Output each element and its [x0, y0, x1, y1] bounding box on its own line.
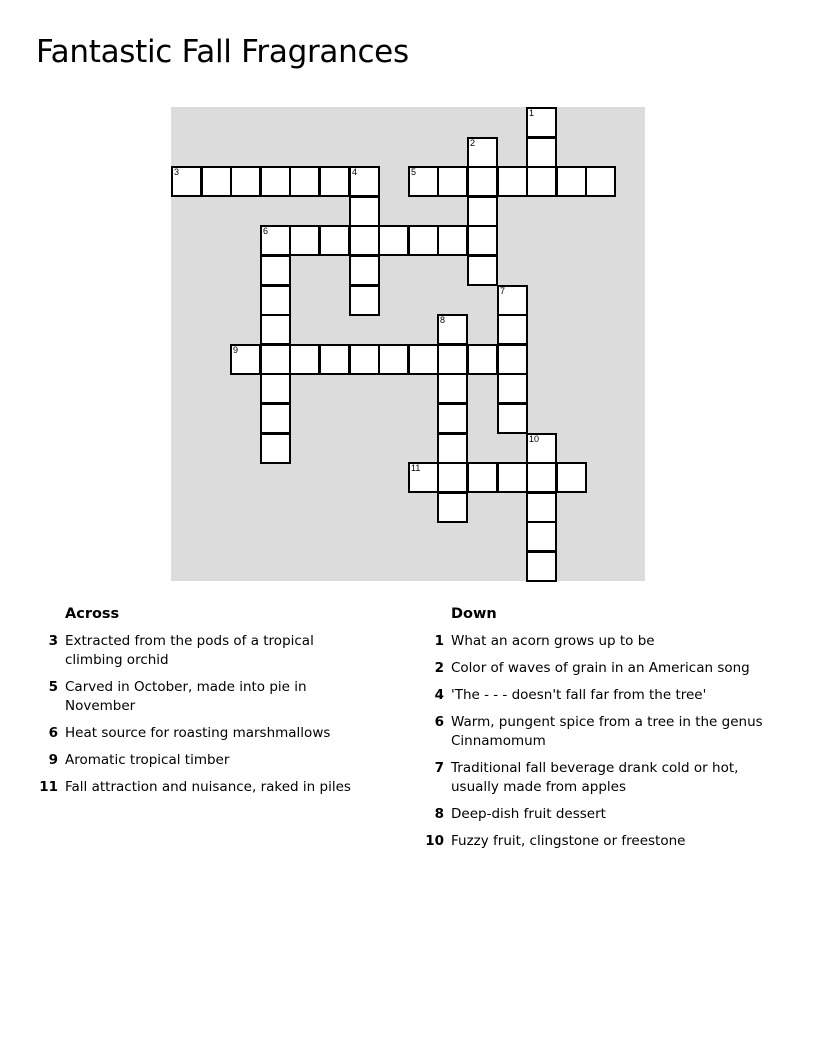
grid-cell[interactable] [260, 373, 291, 404]
grid-cell[interactable] [201, 166, 232, 197]
grid-cell[interactable] [437, 433, 468, 464]
grid-cell[interactable] [467, 137, 498, 168]
grid-cell[interactable] [437, 373, 468, 404]
grid-cell[interactable] [349, 196, 380, 227]
grid-cell[interactable] [408, 462, 439, 493]
clue-number: 11 [39, 779, 58, 795]
grid-cell[interactable] [467, 344, 498, 375]
across-clue-11 [36, 778, 366, 797]
down-clue-2 [422, 659, 782, 678]
clue-number: 10 [425, 833, 444, 849]
grid-cell[interactable] [230, 344, 261, 375]
cell-number: 5 [411, 167, 417, 177]
clue-text: Aromatic tropical timber [65, 752, 230, 768]
cell-number: 1 [529, 108, 535, 118]
down-clues [422, 606, 782, 859]
clue-number: 8 [434, 806, 444, 822]
grid-cell[interactable] [467, 196, 498, 227]
grid-cell[interactable] [467, 462, 498, 493]
grid-cell[interactable] [349, 255, 380, 286]
grid-cell[interactable] [526, 521, 557, 552]
clue-number: 3 [48, 633, 58, 649]
grid-cell[interactable] [349, 344, 380, 375]
down-clue-7 [422, 759, 782, 797]
grid-cell[interactable] [526, 462, 557, 493]
down-clue-1 [422, 632, 782, 651]
down-clue-6 [422, 713, 782, 751]
down-heading: Down [451, 606, 497, 622]
grid-cell[interactable] [526, 492, 557, 523]
grid-cell[interactable] [230, 166, 261, 197]
grid-cell[interactable] [349, 166, 380, 197]
grid-cell[interactable] [526, 551, 557, 582]
grid-cell[interactable] [437, 166, 468, 197]
clue-number: 7 [434, 760, 444, 776]
clue-text: Deep-dish fruit dessert [451, 806, 606, 822]
grid-cell[interactable] [437, 344, 468, 375]
across-heading: Across [65, 606, 120, 622]
grid-cell[interactable] [349, 225, 380, 256]
grid-cell[interactable] [319, 344, 350, 375]
grid-cell[interactable] [437, 314, 468, 345]
clue-text: Extracted from the pods of a tropical climbing orchid [65, 633, 314, 668]
cell-number: 3 [174, 167, 180, 177]
grid-cell[interactable] [497, 344, 528, 375]
clue-number: 1 [434, 633, 444, 649]
cell-number: 11 [411, 463, 421, 473]
grid-cell[interactable] [289, 225, 320, 256]
clue-text: Carved in October, made into pie in November [65, 679, 307, 714]
across-clue-9 [36, 751, 366, 770]
across-clue-6 [36, 724, 366, 743]
grid-cell[interactable] [260, 285, 291, 316]
grid-cell[interactable] [260, 314, 291, 345]
down-clue-8 [422, 805, 782, 824]
grid-cell[interactable] [171, 166, 202, 197]
across-clue-3 [36, 632, 366, 670]
clue-text: Traditional fall beverage drank cold or hot, usually made from apples [451, 760, 739, 795]
grid-cell[interactable] [526, 137, 557, 168]
grid-cell[interactable] [437, 462, 468, 493]
grid-cell[interactable] [378, 225, 409, 256]
page-title: Fantastic Fall Fragrances [36, 34, 409, 70]
grid-cell[interactable] [260, 166, 291, 197]
grid-cell[interactable] [289, 166, 320, 197]
grid-cell[interactable] [556, 462, 587, 493]
clue-text: Heat source for roasting marshmallows [65, 725, 331, 741]
grid-cell[interactable] [497, 314, 528, 345]
cell-number: 10 [529, 434, 540, 444]
grid-cell[interactable] [497, 403, 528, 434]
grid-cell[interactable] [437, 492, 468, 523]
grid-cell[interactable] [378, 344, 409, 375]
grid-cell[interactable] [497, 462, 528, 493]
down-clue-10 [422, 832, 782, 851]
across-clue-list [36, 632, 366, 797]
clue-text: Color of waves of grain in an American song [451, 660, 750, 676]
grid-cell[interactable] [349, 285, 380, 316]
grid-cell[interactable] [408, 225, 439, 256]
clue-text: Fuzzy fruit, clingstone or freestone [451, 833, 686, 849]
grid-cell[interactable] [526, 166, 557, 197]
clue-number: 4 [434, 687, 444, 703]
grid-cell[interactable] [497, 373, 528, 404]
grid-cell[interactable] [497, 166, 528, 197]
grid-cell[interactable] [437, 225, 468, 256]
grid-cell[interactable] [260, 255, 291, 286]
clue-number: 6 [434, 714, 444, 730]
grid-cell[interactable] [437, 403, 468, 434]
cell-number: 2 [470, 138, 476, 148]
grid-cell[interactable] [408, 344, 439, 375]
grid-cell[interactable] [260, 403, 291, 434]
grid-cell[interactable] [556, 166, 587, 197]
across-clue-5 [36, 678, 366, 716]
cell-number: 6 [263, 226, 269, 236]
grid-cell[interactable] [408, 166, 439, 197]
grid-cell[interactable] [526, 433, 557, 464]
clue-number: 2 [434, 660, 444, 676]
cell-number: 8 [440, 315, 446, 325]
across-clues [36, 606, 366, 805]
clue-text: What an acorn grows up to be [451, 633, 655, 649]
grid-cell[interactable] [497, 285, 528, 316]
crossword-grid [171, 107, 645, 581]
grid-cell[interactable] [467, 166, 498, 197]
down-clue-list [422, 632, 782, 851]
clue-number: 5 [48, 679, 58, 695]
grid-cell[interactable] [319, 225, 350, 256]
cell-number: 9 [233, 345, 239, 355]
down-clue-4 [422, 686, 782, 705]
clue-text: 'The - - - doesn't fall far from the tree' [451, 687, 707, 703]
grid-cell[interactable] [467, 225, 498, 256]
grid-cell[interactable] [260, 344, 291, 375]
grid-cell[interactable] [585, 166, 616, 197]
grid-cell[interactable] [319, 166, 350, 197]
grid-cell[interactable] [260, 433, 291, 464]
clue-number: 9 [48, 752, 58, 768]
grid-cell[interactable] [526, 107, 557, 138]
clue-text: Fall attraction and nuisance, raked in piles [65, 779, 351, 795]
clue-number: 6 [48, 725, 58, 741]
cell-number: 7 [500, 286, 506, 296]
grid-cell[interactable] [260, 225, 291, 256]
cell-number: 4 [352, 167, 358, 177]
grid-cell[interactable] [289, 344, 320, 375]
grid-cell[interactable] [467, 255, 498, 286]
clue-text: Warm, pungent spice from a tree in the genus Cinnamomum [451, 714, 763, 749]
